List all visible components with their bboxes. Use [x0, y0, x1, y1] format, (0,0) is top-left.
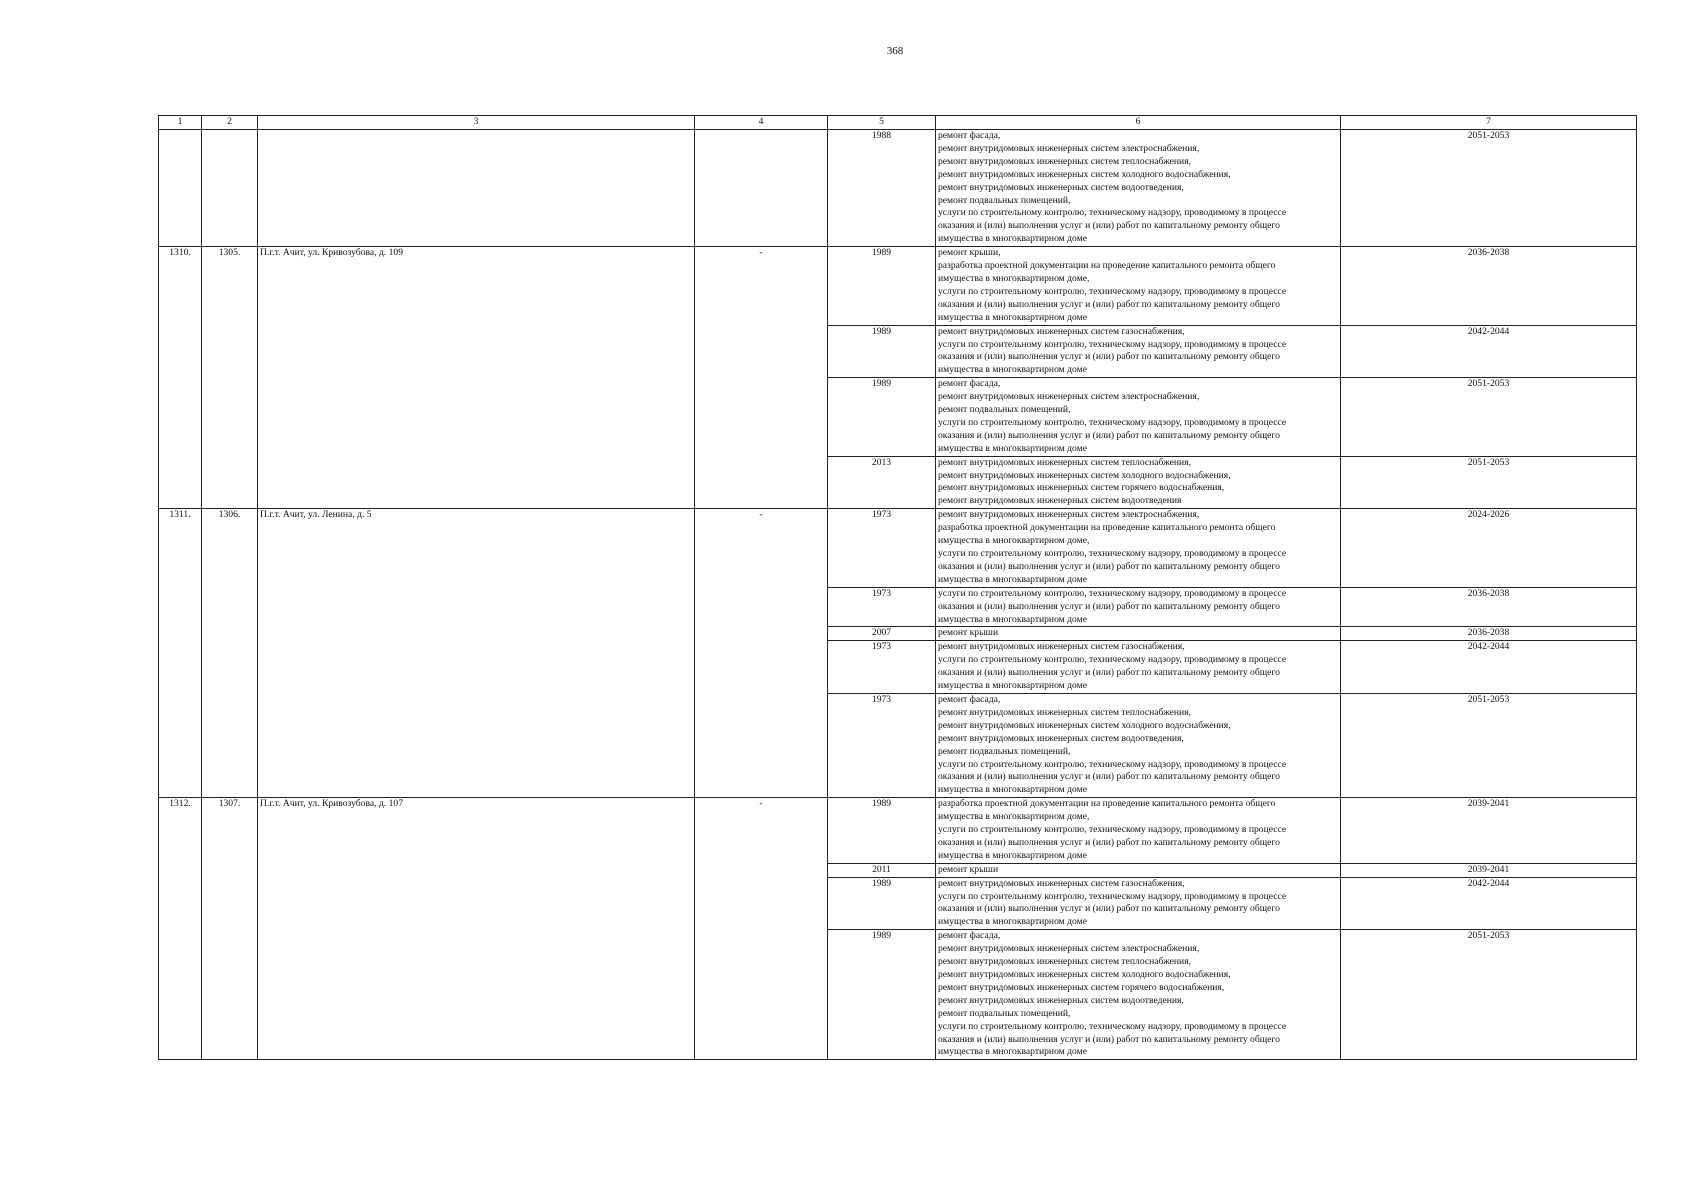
work-line: ремонт внутридомовых инженерных систем водоотведения,	[938, 181, 1184, 193]
work-line: ремонт фасада,	[938, 693, 1001, 705]
work-line: имущества в многоквартирном доме	[938, 233, 1087, 245]
header-col-1: 1	[159, 116, 202, 130]
header-col-7: 7	[1341, 116, 1637, 130]
table-row	[159, 247, 1637, 325]
work-line: разработка проектной документации на проведение капитального ремонта общего	[938, 260, 1276, 272]
work-line: ремонт крыши	[938, 863, 999, 875]
header-row	[159, 116, 1637, 130]
work-line: услуги по строительному контролю, техническому надзору, проводимому в процессе	[938, 1020, 1287, 1032]
work-line: услуги по строительному контролю, техническому надзору, проводимому в процессе	[938, 654, 1287, 666]
header-col-2: 2	[202, 116, 258, 130]
header-col-6: 6	[936, 116, 1341, 130]
work-line: оказания и (или) выполнения услуг и (или) работ по капитальному ремонту общего	[938, 429, 1280, 441]
header-col-3: 3	[258, 116, 695, 130]
work-line: оказания и (или) выполнения услуг и (или) работ по капитальному ремонту общего	[938, 667, 1280, 679]
col4-cell: -	[695, 509, 828, 798]
header-col-5: 5	[828, 116, 936, 130]
col4-cell	[695, 130, 828, 247]
work-line: ремонт внутридомовых инженерных систем теплоснабжения,	[938, 456, 1191, 468]
work-line: ремонт внутридомовых инженерных систем электроснабжения,	[938, 943, 1200, 955]
period-cell: 2036-2038	[1341, 627, 1637, 641]
work-line: имущества в многоквартирном доме,	[938, 535, 1090, 547]
work-line: ремонт внутридомовых инженерных систем холодного водоснабжения,	[938, 969, 1231, 980]
works-cell	[936, 130, 1341, 247]
period-cell: 2039-2041	[1341, 863, 1637, 877]
address-cell	[258, 130, 695, 247]
work-line: имущества в многоквартирном доме	[938, 311, 1087, 323]
work-line: ремонт подвальных помещений,	[938, 404, 1071, 416]
work-line: оказания и (или) выполнения услуг и (или) работ по капитальному ремонту общего	[938, 351, 1280, 363]
house-number-cell: 1307.	[202, 798, 258, 1060]
record-number-cell: 1312.	[159, 798, 202, 1060]
works-cell	[936, 247, 1341, 325]
work-line: оказания и (или) выполнения услуг и (или) работ по капитальному ремонту общего	[938, 836, 1280, 848]
work-line: ремонт внутридомовых инженерных систем теплоснабжения,	[938, 706, 1191, 718]
work-line: услуги по строительному контролю, техническому надзору, проводимому в процессе	[938, 338, 1287, 350]
work-line: ремонт внутридомовых инженерных систем газоснабжения,	[938, 325, 1185, 337]
period-cell: 2024-2026	[1341, 509, 1637, 587]
work-line: услуги по строительному контролю, техническому надзору, проводимому в процессе	[938, 416, 1287, 428]
work-line: имущества в многоквартирном доме,	[938, 272, 1090, 284]
works-cell	[936, 509, 1341, 587]
work-line: ремонт фасада,	[938, 378, 1001, 390]
work-line: ремонт внутридомовых инженерных систем электроснабжения,	[938, 509, 1200, 521]
table-row	[159, 130, 1637, 247]
header-col-4: 4	[695, 116, 828, 130]
work-line: ремонт внутридомовых инженерных систем холодного водоснабжения,	[938, 469, 1231, 481]
period-cell: 2036-2038	[1341, 587, 1637, 627]
work-line: разработка проектной документации на проведение капитального ремонта общего	[938, 522, 1276, 534]
work-line: оказания и (или) выполнения услуг и (или) работ по капитальному ремонту общего	[938, 600, 1280, 612]
work-line: оказания и (или) выполнения услуг и (или) работ по капитальному ремонту общего	[938, 220, 1280, 232]
works-cell	[936, 930, 1341, 1060]
work-line: услуги по строительному контролю, техническому надзору, проводимому в процессе	[938, 587, 1287, 599]
work-line: ремонт внутридомовых инженерных систем горячего водоснабжения,	[938, 981, 1225, 993]
work-line: ремонт подвальных помещений,	[938, 1007, 1071, 1019]
address-cell: П.г.т. Ачит, ул. Кривозубова, д. 107	[258, 798, 695, 1060]
work-line: имущества в многоквартирном доме	[938, 364, 1087, 376]
work-line: имущества в многоквартирном доме	[938, 573, 1087, 585]
year-cell: 1988	[828, 130, 936, 247]
col4-cell: -	[695, 798, 828, 1060]
work-line: услуги по строительному контролю, техническому надзору, проводимому в процессе	[938, 824, 1287, 836]
house-number-cell: 1306.	[202, 509, 258, 798]
work-line: ремонт подвальных помещений,	[938, 745, 1071, 757]
period-cell: 2036-2038	[1341, 247, 1637, 325]
work-line: ремонт внутридомовых инженерных систем горячего водоснабжения,	[938, 482, 1225, 494]
period-cell: 2042-2044	[1341, 877, 1637, 930]
year-cell: 1973	[828, 641, 936, 694]
work-line: оказания и (или) выполнения услуг и (или) работ по капитальному ремонту общего	[938, 1033, 1280, 1045]
period-cell: 2039-2041	[1341, 798, 1637, 864]
record-number-cell: 1310.	[159, 247, 202, 509]
work-line: оказания и (или) выполнения услуг и (или) работ по капитальному ремонту общего	[938, 771, 1280, 783]
period-cell: 2051-2053	[1341, 378, 1637, 456]
address-cell: П.г.т. Ачит, ул. Ленина, д. 5	[258, 509, 695, 798]
work-line: имущества в многоквартирном доме	[938, 916, 1087, 928]
work-line: имущества в многоквартирном доме	[938, 680, 1087, 692]
record-number-cell	[159, 130, 202, 247]
work-line: ремонт внутридомовых инженерных систем холодного водоснабжения,	[938, 719, 1231, 731]
year-cell: 1989	[828, 798, 936, 864]
work-line: ремонт внутридомовых инженерных систем газоснабжения,	[938, 641, 1185, 653]
work-line: услуги по строительному контролю, техническому надзору, проводимому в процессе	[938, 207, 1287, 219]
period-cell: 2042-2044	[1341, 641, 1637, 694]
house-number-cell	[202, 130, 258, 247]
works-cell	[936, 798, 1341, 864]
year-cell: 1989	[828, 378, 936, 456]
work-line: ремонт внутридомовых инженерных систем теплоснабжения,	[938, 155, 1191, 167]
year-cell: 1989	[828, 877, 936, 930]
work-line: оказания и (или) выполнения услуг и (или) работ по капитальному ремонту общего	[938, 560, 1280, 572]
table-row	[159, 509, 1637, 587]
work-line: оказания и (или) выполнения услуг и (или) работ по капитальному ремонту общего	[938, 903, 1280, 915]
works-cell	[936, 863, 1341, 877]
work-line: ремонт внутридомовых инженерных систем теплоснабжения,	[938, 956, 1191, 968]
works-cell	[936, 877, 1341, 930]
work-line: ремонт внутридомовых инженерных систем холодного водоснабжения,	[938, 168, 1231, 180]
work-line: ремонт внутридомовых инженерных систем водоотведения	[938, 495, 1182, 507]
year-cell: 2007	[828, 627, 936, 641]
year-cell: 1973	[828, 693, 936, 797]
work-line: услуги по строительному контролю, техническому надзору, проводимому в процессе	[938, 758, 1287, 770]
year-cell: 1989	[828, 247, 936, 325]
work-line: ремонт внутридомовых инженерных систем газоснабжения,	[938, 877, 1185, 889]
year-cell: 1973	[828, 509, 936, 587]
period-cell: 2051-2053	[1341, 456, 1637, 509]
work-line: ремонт внутридомовых инженерных систем водоотведения,	[938, 994, 1184, 1006]
address-cell: П.г.т. Ачит, ул. Кривозубова, д. 109	[258, 247, 695, 509]
work-line: ремонт крыши	[938, 627, 999, 639]
work-line: услуги по строительному контролю, техническому надзору, проводимому в процессе	[938, 548, 1287, 559]
period-cell: 2042-2044	[1341, 325, 1637, 378]
work-line: имущества в многоквартирном доме	[938, 1046, 1087, 1058]
year-cell: 2013	[828, 456, 936, 509]
works-cell	[936, 627, 1341, 641]
works-cell	[936, 693, 1341, 797]
work-line: имущества в многоквартирном доме	[938, 613, 1087, 625]
work-line: ремонт фасада,	[938, 930, 1001, 942]
year-cell: 2011	[828, 863, 936, 877]
period-cell: 2051-2053	[1341, 693, 1637, 797]
work-line: разработка проектной документации на проведение капитального ремонта общего	[938, 798, 1276, 810]
work-line: оказания и (или) выполнения услуг и (или) работ по капитальному ремонту общего	[938, 298, 1280, 310]
work-line: имущества в многоквартирном доме	[938, 784, 1087, 796]
works-cell	[936, 378, 1341, 456]
work-line: имущества в многоквартирном доме,	[938, 811, 1090, 823]
work-line: имущества в многоквартирном доме	[938, 849, 1087, 861]
work-line: ремонт внутридомовых инженерных систем электроснабжения,	[938, 391, 1200, 403]
period-cell: 2051-2053	[1341, 130, 1637, 247]
year-cell: 1973	[828, 587, 936, 627]
table-header	[159, 116, 1637, 130]
work-line: услуги по строительному контролю, техническому надзору, проводимому в процессе	[938, 890, 1287, 902]
year-cell: 1989	[828, 930, 936, 1060]
page-number: 368	[886, 45, 904, 57]
repair-schedule-table	[158, 115, 1637, 1060]
works-cell	[936, 641, 1341, 694]
col4-cell: -	[695, 247, 828, 509]
work-line: ремонт крыши,	[938, 247, 1001, 259]
works-cell	[936, 325, 1341, 378]
house-number-cell: 1305.	[202, 247, 258, 509]
year-cell: 1989	[828, 325, 936, 378]
record-number-cell: 1311.	[159, 509, 202, 798]
work-line: имущества в многоквартирном доме	[938, 442, 1087, 454]
period-cell: 2051-2053	[1341, 930, 1637, 1060]
work-line: ремонт внутридомовых инженерных систем водоотведения,	[938, 732, 1184, 744]
work-line: ремонт подвальных помещений,	[938, 194, 1071, 206]
works-cell	[936, 587, 1341, 627]
table-body	[159, 130, 1637, 1060]
work-line: ремонт внутридомовых инженерных систем электроснабжения,	[938, 142, 1200, 154]
work-line: ремонт фасада,	[938, 130, 1001, 141]
works-cell	[936, 456, 1341, 509]
table-row	[159, 798, 1637, 864]
work-line: услуги по строительному контролю, техническому надзору, проводимому в процессе	[938, 285, 1287, 297]
